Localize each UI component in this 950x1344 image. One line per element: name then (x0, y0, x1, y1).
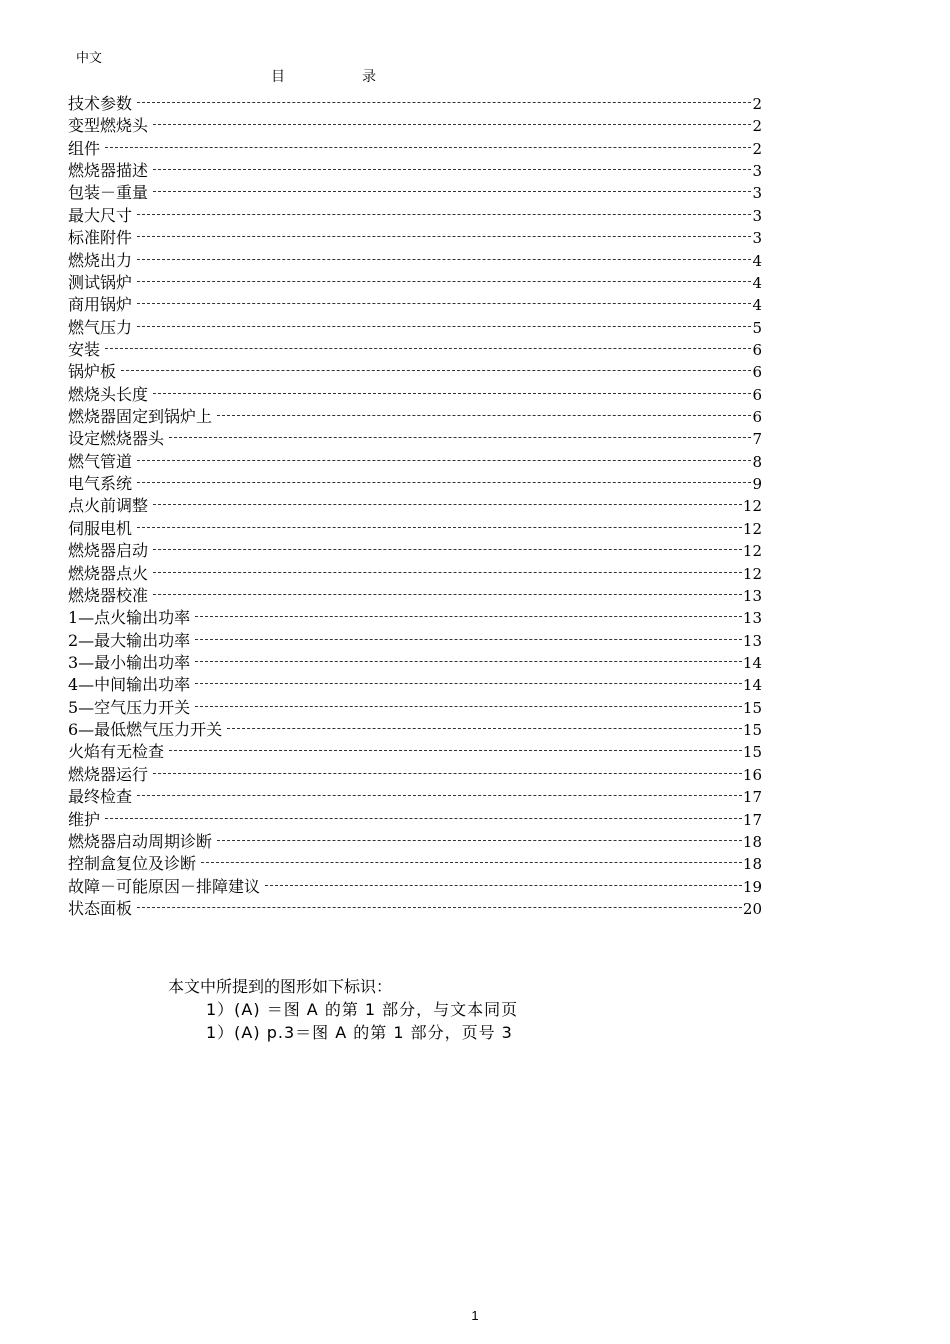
toc-entry-page: 13 (742, 609, 762, 628)
toc-leader-line (195, 683, 742, 684)
toc-entry-label: 组件 (68, 138, 101, 158)
toc-leader-line (153, 393, 751, 394)
toc-entry[interactable] (68, 898, 762, 920)
toc-entry-label: 燃烧器固定到锅炉上 (68, 407, 213, 427)
toc-entry-page: 15 (742, 698, 762, 717)
toc-leader-line (137, 907, 742, 908)
toc-leader-line (195, 706, 742, 707)
toc-entry-label: 3—最小输出功率 (68, 652, 191, 672)
toc-leader-line (105, 818, 742, 819)
toc-entry-label: 电气系统 (68, 474, 133, 494)
toc-entry[interactable] (68, 272, 762, 294)
toc-entry-label: 火焰有无检查 (68, 742, 165, 762)
toc-entry[interactable] (68, 250, 762, 272)
toc-entry-label: 5—空气压力开关 (68, 697, 191, 717)
toc-leader-line (105, 147, 751, 148)
toc-entry-page: 7 (752, 430, 762, 449)
toc-entry-page: 18 (742, 832, 762, 851)
toc-entry-page: 3 (752, 184, 762, 203)
toc-entry-page: 6 (752, 385, 762, 404)
toc-entry[interactable] (68, 697, 762, 719)
toc-leader-line (169, 437, 751, 438)
toc-entry[interactable] (68, 473, 762, 495)
toc-entry[interactable] (68, 764, 762, 786)
toc-entry-page: 12 (742, 497, 762, 516)
toc-entry[interactable] (68, 563, 762, 585)
toc-entry[interactable] (68, 876, 762, 898)
toc-leader-line (137, 214, 751, 215)
toc-entry-page: 14 (742, 676, 762, 695)
toc-entry-label: 燃烧器启动 (68, 541, 149, 561)
toc-entry-label: 商用锅炉 (68, 295, 133, 315)
toc-entry[interactable] (68, 786, 762, 808)
toc-entry-page: 12 (742, 542, 762, 561)
toc-entry[interactable] (68, 227, 762, 249)
toc-leader-line (137, 303, 751, 304)
toc-leader-line (201, 862, 742, 863)
toc-entry-page: 3 (752, 162, 762, 181)
toc-entry-page: 15 (742, 743, 762, 762)
toc-entry[interactable] (68, 339, 762, 361)
toc-leader-line (153, 594, 742, 595)
toc-entry[interactable] (68, 518, 762, 540)
toc-leader-line (137, 102, 751, 103)
toc-entry-label: 燃烧器运行 (68, 764, 149, 784)
toc-entry-page: 5 (752, 318, 762, 337)
toc-entry[interactable] (68, 540, 762, 562)
toc-leader-line (195, 616, 742, 617)
toc-leader-line (153, 549, 742, 550)
toc-entry-page: 4 (752, 273, 762, 292)
toc-entry-label: 1—点火输出功率 (68, 608, 191, 628)
page-number: 1 (471, 1308, 479, 1323)
toc-entry[interactable] (68, 585, 762, 607)
toc-entry-page: 14 (742, 653, 762, 672)
toc-entry[interactable] (68, 831, 762, 853)
toc-entry[interactable] (68, 630, 762, 652)
toc-entry[interactable] (68, 406, 762, 428)
toc-entry-label: 燃烧出力 (68, 250, 133, 270)
toc-entry-label: 包装－重量 (68, 183, 149, 203)
toc-entry-label: 6—最低燃气压力开关 (68, 720, 223, 740)
toc-entry-label: 维护 (68, 809, 101, 829)
toc-leader-line (137, 482, 751, 483)
figure-note-heading: 本文中所提到的图形如下标识： (168, 977, 393, 996)
toc-leader-line (227, 728, 742, 729)
toc-entry-label: 伺服电机 (68, 518, 133, 538)
toc-entry-label: 燃气压力 (68, 317, 133, 337)
toc-entry[interactable] (68, 652, 762, 674)
toc-entry-page: 18 (742, 855, 762, 874)
toc-entry[interactable] (68, 451, 762, 473)
table-of-contents (68, 93, 762, 920)
toc-entry-label: 变型燃烧头 (68, 116, 149, 136)
toc-entry-label: 标准附件 (68, 228, 133, 248)
toc-entry-page: 3 (752, 206, 762, 225)
toc-entry-page: 17 (742, 810, 762, 829)
toc-entry-label: 燃烧头长度 (68, 384, 149, 404)
toc-entry[interactable] (68, 741, 762, 763)
toc-entry[interactable] (68, 495, 762, 517)
toc-entry-page: 9 (752, 475, 762, 494)
figure-note (168, 975, 518, 1044)
toc-title-left: 目 (271, 69, 285, 85)
toc-entry-label: 4—中间输出功率 (68, 675, 191, 695)
toc-entry-page: 13 (742, 631, 762, 650)
toc-entry-label: 技术参数 (68, 94, 133, 113)
toc-leader-line (121, 370, 751, 371)
toc-entry-page: 13 (742, 586, 762, 605)
toc-leader-line (137, 460, 751, 461)
toc-entry[interactable] (68, 205, 762, 227)
toc-entry[interactable] (68, 428, 762, 450)
toc-leader-line (217, 840, 742, 841)
toc-leader-line (137, 281, 751, 282)
toc-entry-label: 燃烧器描述 (68, 161, 149, 181)
toc-entry-page: 16 (742, 765, 762, 784)
toc-entry-page: 17 (742, 788, 762, 807)
toc-entry[interactable] (68, 809, 762, 831)
toc-entry-label: 点火前调整 (68, 496, 149, 516)
toc-entry-page: 20 (742, 899, 762, 918)
toc-leader-line (153, 124, 751, 125)
toc-entry-page: 8 (752, 452, 762, 471)
toc-entry-page: 12 (742, 519, 762, 538)
toc-leader-line (137, 527, 742, 528)
toc-leader-line (265, 885, 742, 886)
toc-leader-line (195, 639, 742, 640)
toc-entry[interactable] (68, 294, 762, 316)
toc-entry-label: 安装 (68, 339, 101, 359)
toc-entry-page: 15 (742, 721, 762, 740)
toc-entry[interactable] (68, 384, 762, 406)
toc-entry-page: 2 (752, 139, 762, 158)
toc-leader-line (105, 348, 751, 349)
toc-entry[interactable] (68, 317, 762, 339)
toc-leader-line (153, 191, 751, 192)
toc-leader-line (153, 572, 742, 573)
toc-entry-page: 6 (752, 340, 762, 359)
toc-entry[interactable] (68, 138, 762, 160)
toc-entry-label: 最终检查 (68, 787, 133, 807)
toc-entry-label: 设定燃烧器头 (68, 429, 165, 449)
toc-entry-page: 2 (752, 117, 762, 136)
toc-entry[interactable] (68, 719, 762, 741)
toc-entry-label: 测试锅炉 (68, 272, 133, 292)
toc-entry-label: 燃气管道 (68, 451, 133, 471)
toc-entry[interactable] (68, 160, 762, 182)
language-label: 中文 (76, 51, 103, 66)
toc-entry-label: 控制盒复位及诊断 (68, 854, 197, 874)
toc-leader-line (153, 504, 742, 505)
toc-leader-line (153, 773, 742, 774)
toc-entry-page: 3 (752, 229, 762, 248)
toc-leader-line (137, 259, 751, 260)
toc-leader-line (153, 169, 751, 170)
toc-entry-page: 2 (752, 95, 762, 113)
toc-entry-page: 6 (752, 408, 762, 427)
toc-entry-label: 2—最大输出功率 (68, 630, 191, 650)
toc-leader-line (169, 750, 742, 751)
figure-note-line: 1）(A) ＝图 A 的第 1 部分，与文本同页 (206, 1000, 519, 1019)
toc-entry-label: 锅炉板 (68, 362, 117, 382)
toc-entry[interactable] (68, 182, 762, 204)
toc-entry-label: 最大尺寸 (68, 205, 133, 225)
toc-entry[interactable] (68, 115, 762, 137)
toc-leader-line (137, 795, 742, 796)
toc-entry-page: 19 (742, 877, 762, 896)
toc-entry-label: 燃烧器点火 (68, 563, 149, 583)
toc-entry[interactable] (68, 93, 762, 115)
toc-entry-page: 4 (752, 296, 762, 315)
toc-leader-line (195, 661, 742, 662)
toc-entry-page: 12 (742, 564, 762, 583)
toc-entry-label: 状态面板 (68, 898, 133, 918)
toc-entry-label: 燃烧器校准 (68, 585, 149, 605)
toc-entry-page: 6 (752, 363, 762, 382)
toc-entry[interactable] (68, 853, 762, 875)
toc-leader-line (137, 326, 751, 327)
toc-leader-line (137, 236, 751, 237)
toc-entry-page: 4 (752, 251, 762, 270)
toc-entry-label: 燃烧器启动周期诊断 (68, 831, 213, 851)
toc-entry[interactable] (68, 607, 762, 629)
toc-entry[interactable] (68, 674, 762, 696)
toc-entry[interactable] (68, 361, 762, 383)
toc-title-right: 录 (362, 69, 376, 85)
figure-note-line: 1）(A) p.3＝图 A 的第 1 部分，页号 3 (206, 1023, 513, 1042)
toc-entry-label: 故障－可能原因－排障建议 (68, 876, 261, 896)
toc-leader-line (217, 415, 751, 416)
